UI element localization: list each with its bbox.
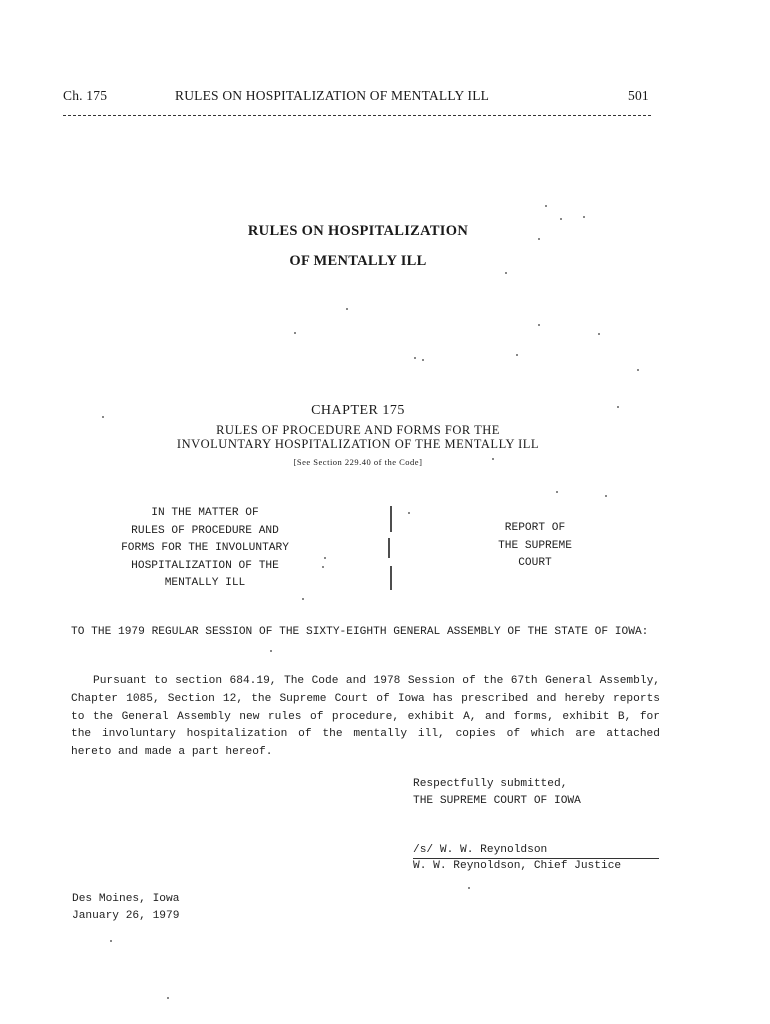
caption-matter <box>95 505 315 593</box>
page-number: 501 <box>628 88 649 103</box>
chapter-heading: CHAPTER 175 <box>311 403 405 418</box>
addressee: TO THE 1979 REGULAR SESSION OF THE SIXTY-EIGHTH GENERAL ASSEMBLY OF THE STATE OF IOWA: <box>71 626 649 638</box>
chapter-subtitle-line-1: RULES OF PROCEDURE AND FORMS FOR THE <box>216 423 500 437</box>
caption-matter-line: RULES OF PROCEDURE AND <box>131 524 279 537</box>
header-rule <box>63 115 651 116</box>
signature-line: /s/ W. W. Reynoldson <box>413 843 659 859</box>
submission-line-2: THE SUPREME COURT OF IOWA <box>413 795 581 807</box>
caption-matter-line: HOSPITALIZATION OF THE <box>131 559 279 572</box>
place: Des Moines, Iowa <box>72 893 180 905</box>
chapter-subtitle-line-2: INVOLUNTARY HOSPITALIZATION OF THE MENTALLY ILL <box>176 437 540 451</box>
code-reference: [See Section 229.40 of the Code] <box>293 457 423 467</box>
page-title-line-2: OF MENTALLY ILL <box>289 253 427 269</box>
submission-line-1: Respectfully submitted, <box>413 778 568 790</box>
running-head-chapter: Ch. 175 <box>63 88 108 103</box>
signer-name: W. W. Reynoldson, Chief Justice <box>413 860 622 872</box>
body-paragraph: Pursuant to section 684.19, The Code and 1978 Session of the 67th General Assembly, Chapter 1085, Section 12, the Supreme Court of Iowa has prescribed and hereby reports to the General Assembly new rules of procedure, exhibit A, and forms, exhibit B, for the involuntary hospitalization of the mentally ill, copies of which are attached hereto and made a part hereof. <box>71 675 660 759</box>
caption-matter-line: IN THE MATTER OF <box>151 507 259 519</box>
caption-report-line: COURT <box>518 557 552 569</box>
caption-matter-line: MENTALLY ILL <box>164 577 246 589</box>
caption-report <box>460 520 610 573</box>
caption-report-line: REPORT OF <box>504 522 566 534</box>
caption-brace <box>383 504 397 592</box>
page-title-line-1: RULES ON HOSPITALIZATION <box>247 223 469 239</box>
date: January 26, 1979 <box>72 910 180 922</box>
running-head-title: RULES ON HOSPITALIZATION OF MENTALLY ILL <box>175 88 490 103</box>
caption-matter-line: FORMS FOR THE INVOLUNTARY <box>121 542 289 554</box>
caption-report-line: THE SUPREME <box>498 539 572 552</box>
